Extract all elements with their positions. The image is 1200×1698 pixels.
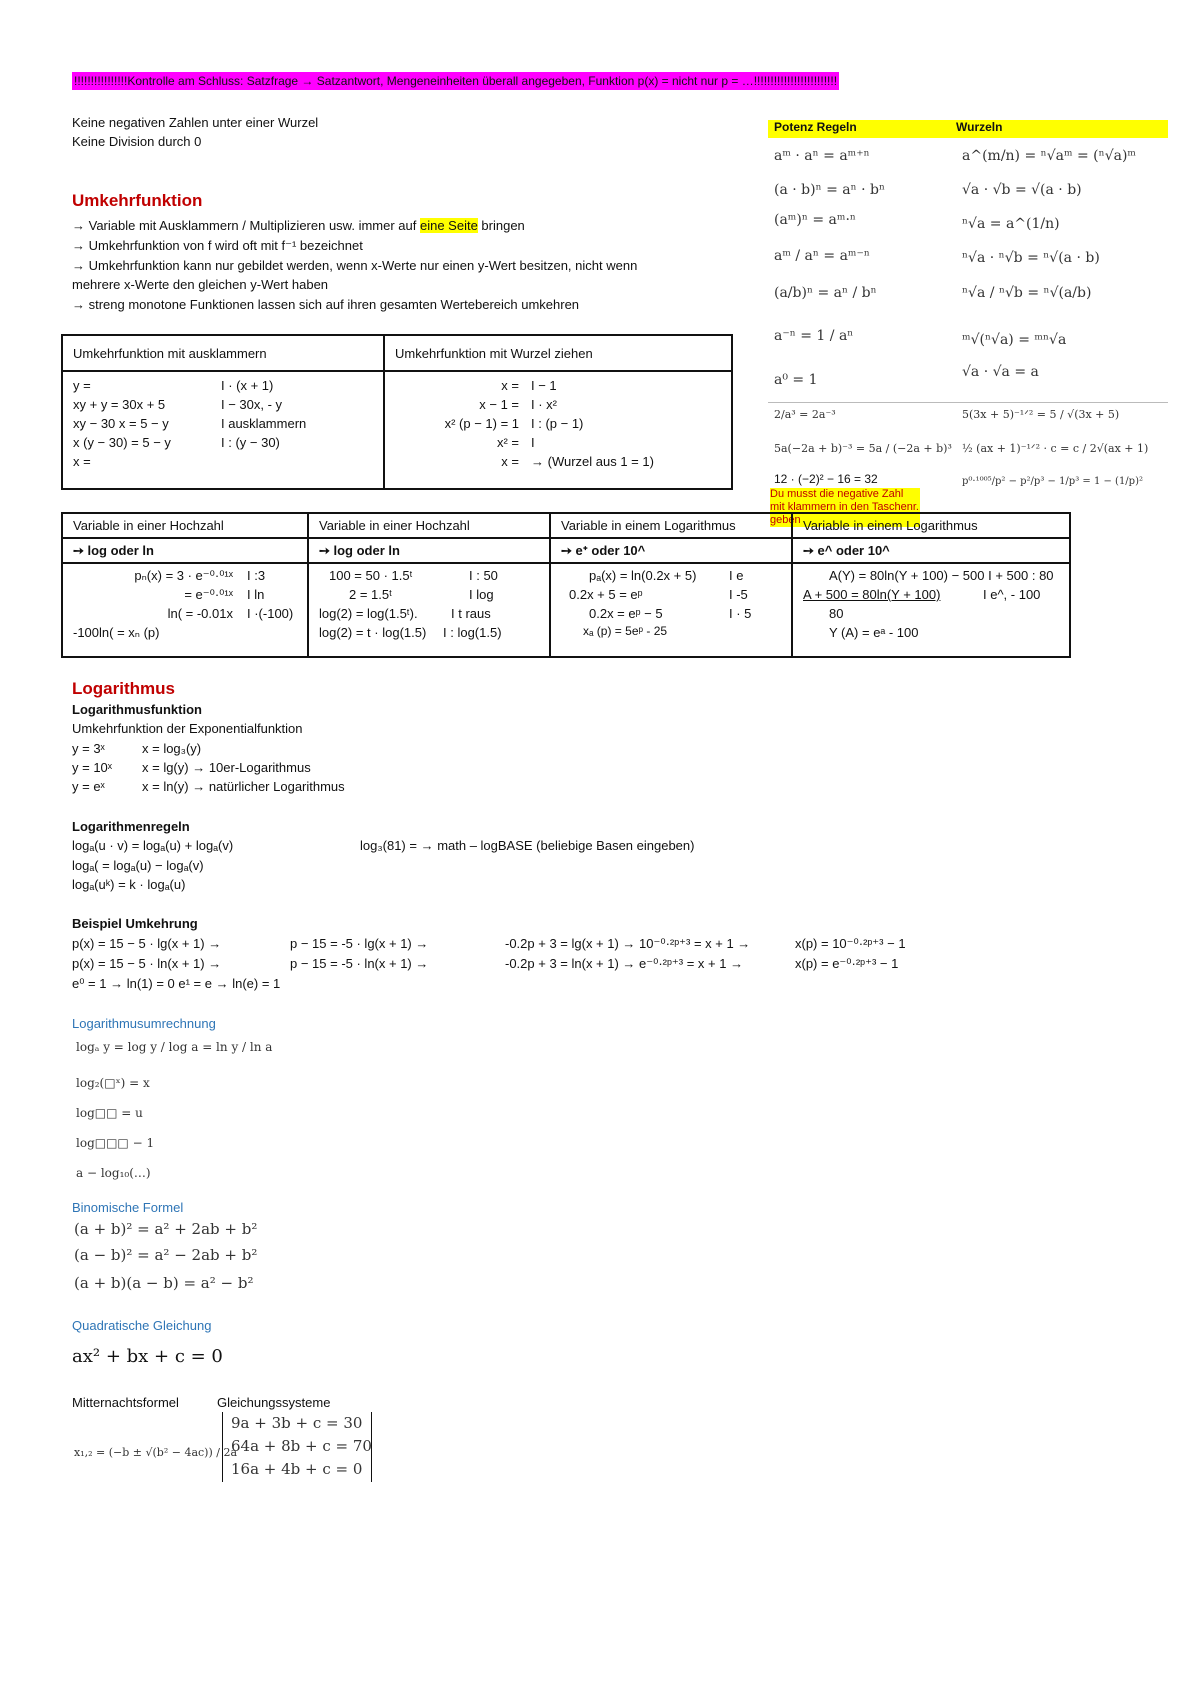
- example-step: -0.2p + 3 = lg(x + 1) → 10⁻⁰·²ᵖ⁺³ = x + 1 →: [505, 936, 751, 951]
- binom-formula: (a + b)² = a² + 2ab + b²: [74, 1220, 258, 1238]
- step-eq: log(2) = t · log(1.5): [319, 625, 427, 640]
- step-eq: y =: [73, 378, 91, 393]
- example-title: Beispiel Umkehrung: [72, 916, 198, 931]
- umrechnung-formula: logₐ y = log y / log a = ln y / ln a: [76, 1040, 273, 1054]
- rules-panel: [768, 120, 1168, 138]
- step-eq: 100 = 50 · 1.5ᵗ: [329, 568, 413, 583]
- binom-formula: (a + b)(a − b) = a² − b²: [74, 1274, 254, 1292]
- example-step: x(p) = e⁻⁰·²ᵖ⁺³ − 1: [795, 956, 899, 971]
- potenz-rule: (a/b)ⁿ = aⁿ / bⁿ: [774, 285, 877, 301]
- step-op: I : log(1.5): [443, 625, 502, 640]
- calculator-note: Du musst die negative Zahl mit klammern in den Taschenr. geben: [770, 488, 919, 526]
- potenz-rule: aᵐ / aⁿ = aᵐ⁻ⁿ: [774, 248, 870, 264]
- step-eq: 0.2x = eᵖ − 5: [589, 606, 663, 621]
- log-subtitle: Logarithmusfunktion: [72, 702, 202, 717]
- log-rule: logₐ( = logₐ(u) − logₐ(v): [72, 858, 204, 873]
- table2-col1: [62, 563, 308, 657]
- step-eq: A + 500 = 80ln(Y + 100): [803, 587, 941, 602]
- table1-right-cell: [384, 371, 732, 489]
- step-op: I · (x + 1): [221, 378, 274, 393]
- potenz-rule: (aᵐ)ⁿ = aᵐ·ⁿ: [774, 212, 856, 228]
- step-eq: x − 1 =: [479, 397, 519, 412]
- step-op: I · x²: [531, 397, 557, 412]
- gleichungssysteme-label: Gleichungssysteme: [217, 1395, 331, 1410]
- wurzel-rule: ⁿ√a = a^(1/n): [962, 216, 1060, 232]
- umkehr-bullet-2: → Umkehrfunktion von f wird oft mit f⁻¹ bezeichnet: [72, 238, 363, 253]
- intro-line-1: Keine negativen Zahlen unter einer Wurzel: [72, 115, 319, 130]
- log-def: x = ln(y) → natürlicher Logarithmus: [142, 779, 345, 794]
- umkehr-bullet-3-cont: mehrere x-Werte den gleichen y-Wert haben: [72, 277, 329, 292]
- extra-rule: p⁰·¹⁰⁰⁵/p² − p²/p³ − 1/p³ = 1 − (1/p)²: [962, 476, 1143, 487]
- log-def: y = eˣ: [72, 779, 105, 794]
- table1-head-right: Umkehrfunktion mit Wurzel ziehen: [384, 335, 732, 371]
- equation-system: [222, 1412, 372, 1482]
- table1-left-cell: [62, 371, 384, 489]
- section-title-umkehr: Umkehrfunktion: [72, 191, 203, 210]
- wurzel-rule: ᵐ√(ⁿ√a) = ᵐⁿ√a: [962, 332, 1067, 348]
- table2-sub: ➙ eᐩ oder 10^: [550, 538, 792, 563]
- step-op: I − 30x, - y: [221, 397, 283, 412]
- section-title-binom: Binomische Formel: [72, 1200, 184, 1215]
- log-def: y = 10ˣ: [72, 760, 113, 775]
- step-eq: x² (p − 1) = 1: [444, 416, 519, 431]
- log-def: x = lg(y) → 10er-Logarithmus: [142, 760, 311, 775]
- panel-divider: [768, 402, 1168, 403]
- step-op: → (Wurzel aus 1 = 1): [531, 454, 654, 469]
- step-eq: log(2) = log(1.5ᵗ).: [319, 606, 418, 621]
- potenz-rule: a⁰ = 1: [774, 372, 818, 388]
- step-eq: x =: [73, 454, 91, 469]
- step-eq: xy − 30 x = 5 − y: [73, 416, 169, 431]
- step-eq: A(Y) = 80ln(Y + 100) − 500 I + 500 : 80: [829, 568, 1054, 583]
- umkehr-bullet-3: → Umkehrfunktion kann nur gebildet werden, wenn x-Werte nur einen y-Wert besitzen, nicht wenn: [72, 258, 638, 273]
- umkehr-bullet-1-end: bringen: [477, 218, 525, 233]
- potenz-rule: aᵐ · aⁿ = aᵐ⁺ⁿ: [774, 148, 870, 164]
- table2-sub: ➙ log oder ln: [308, 538, 550, 563]
- umkehr-bullet-1-highlight: eine Seite: [419, 218, 478, 233]
- table2-sub: ➙ e^ oder 10^: [792, 538, 1070, 563]
- step-eq: ln( = -0.01x: [167, 606, 233, 621]
- step-op: I : 50: [469, 568, 498, 583]
- extra-rule: 5a(−2a + b)⁻³ = 5a / (−2a + b)³: [774, 442, 952, 455]
- log-rule-calculator: log₃(81) = → math – logBASE (beliebige Basen eingeben): [360, 838, 695, 853]
- umrechnung-formula: a − log₁₀(…): [76, 1166, 151, 1180]
- wurzel-rule: √a · √a = a: [962, 364, 1039, 380]
- step-op: I : (y − 30): [221, 435, 280, 450]
- table1-head-left: Umkehrfunktion mit ausklammern: [62, 335, 384, 371]
- intro-line-2: Keine Division durch 0: [72, 134, 202, 149]
- example-step: p(x) = 15 − 5 · ln(x + 1) →: [72, 956, 222, 971]
- section-title-quad: Quadratische Gleichung: [72, 1318, 212, 1333]
- mitternacht-formula: x₁,₂ = (−b ± √(b² − 4ac)) / 2a: [74, 1446, 238, 1459]
- exponent-log-table: [61, 512, 1071, 658]
- step-eq: Y (A) = eᵃ - 100: [829, 625, 919, 640]
- umkehr-table: [61, 334, 733, 490]
- umkehr-bullet-1-text: → Variable mit Ausklammern / Multiplizieren usw. immer auf: [72, 218, 420, 233]
- extra-rule: 2/a³ = 2a⁻³: [774, 408, 836, 421]
- warning-banner: !!!!!!!!!!!!!!!!Kontrolle am Schluss: Satzfrage → Satzantwort, Mengeneinheiten überall angegeben, Funktion p(x) = nicht nur p = …!!!!!!!!!!!!!!!!!!!!!!!!!: [74, 74, 838, 88]
- step-eq: x =: [501, 378, 519, 393]
- step-eq: xy + y = 30x + 5: [73, 397, 166, 412]
- example-step: -0.2p + 3 = ln(x + 1) → e⁻⁰·²ᵖ⁺³ = x + 1 →: [505, 956, 744, 971]
- step-eq: pₙ(x) = 3 · e⁻⁰·⁰¹ˣ: [134, 568, 233, 583]
- step-eq: = e⁻⁰·⁰¹ˣ: [184, 587, 233, 602]
- step-op: I : (p − 1): [531, 416, 584, 431]
- quadratic-formula: ax² + bx + c = 0: [72, 1346, 223, 1367]
- log-rule: logₐ(uᵏ) = k · logₐ(u): [72, 877, 186, 892]
- step-op: I -5: [729, 587, 748, 602]
- log-rule: logₐ(u · v) = logₐ(u) + logₐ(v): [72, 838, 234, 853]
- extra-rule: 12 · (−2)² − 16 = 32: [774, 472, 878, 486]
- step-eq: 0.2x + 5 = eᵖ: [569, 587, 643, 602]
- system-eq: 64a + 8b + c = 70: [231, 1437, 372, 1455]
- step-eq: 80: [829, 606, 844, 621]
- example-step: p(x) = 15 − 5 · lg(x + 1) →: [72, 936, 222, 951]
- table2-head: Variable in einer Hochzahl: [308, 513, 550, 538]
- step-eq: x (y − 30) = 5 − y: [73, 435, 171, 450]
- log-line: Umkehrfunktion der Exponentialfunktion: [72, 721, 303, 736]
- section-title-umrechnung: Logarithmusumrechnung: [72, 1016, 216, 1031]
- example-step: p − 15 = -5 · ln(x + 1) →: [290, 956, 429, 971]
- table2-head: Variable in einem Logarithmus: [792, 513, 1070, 538]
- step-eq: x =: [501, 454, 519, 469]
- step-op: I · 5: [729, 606, 752, 621]
- table2-sub: ➙ log oder ln: [62, 538, 308, 563]
- example-step: x(p) = 10⁻⁰·²ᵖ⁺³ − 1: [795, 936, 906, 951]
- step-eq: x² =: [496, 435, 519, 450]
- step-op: I ausklammern: [221, 416, 307, 431]
- step-op: I ln: [247, 587, 265, 602]
- binom-formula: (a − b)² = a² − 2ab + b²: [74, 1246, 258, 1264]
- example-identity: e⁰ = 1 → ln(1) = 0 e¹ = e → ln(e) = 1: [72, 976, 281, 991]
- log-def: y = 3ˣ: [72, 741, 105, 756]
- umrechnung-formula: log₂(□ˣ) = x: [76, 1076, 150, 1090]
- log-rules-title: Logarithmenregeln: [72, 819, 190, 834]
- umkehr-bullet-1: [72, 216, 525, 235]
- umrechnung-formula: log□□ = u: [76, 1106, 143, 1120]
- example-step: p − 15 = -5 · lg(x + 1) →: [290, 936, 429, 951]
- potenz-header: Potenz Regeln: [774, 120, 857, 134]
- table2-head: Variable in einem Logarithmus: [550, 513, 792, 538]
- wurzel-rule: √a · √b = √(a · b): [962, 182, 1082, 198]
- system-eq: 9a + 3b + c = 30: [231, 1414, 363, 1432]
- step-op: I log: [469, 587, 494, 602]
- step-eq: -100ln( = xₙ (p): [73, 625, 160, 640]
- rules-header: [768, 120, 1168, 138]
- potenz-rule: (a · b)ⁿ = aⁿ · bⁿ: [774, 182, 886, 198]
- extra-rule: 5(3x + 5)⁻¹ᐟ² = 5 / √(3x + 5): [962, 408, 1120, 421]
- extra-rule: ½ (ax + 1)⁻¹ᐟ² · c = c / 2√(ax + 1): [962, 442, 1149, 455]
- step-op: I t raus: [451, 606, 491, 621]
- umrechnung-formula: log□□□ − 1: [76, 1136, 155, 1150]
- table2-head: Variable in einer Hochzahl: [62, 513, 308, 538]
- section-title-log: Logarithmus: [72, 679, 175, 698]
- step-op: I − 1: [531, 378, 557, 393]
- mitternacht-label: Mitternachtsformel: [72, 1395, 179, 1410]
- table2-col3: [550, 563, 792, 657]
- step-op: I e: [729, 568, 744, 583]
- wurzel-rule: ⁿ√a · ⁿ√b = ⁿ√(a · b): [962, 250, 1100, 266]
- step-op: I :3: [247, 568, 266, 583]
- system-eq: 16a + 4b + c = 0: [231, 1460, 363, 1478]
- wurzel-rule: a^(m/n) = ⁿ√aᵐ = (ⁿ√a)ᵐ: [962, 148, 1137, 164]
- log-def: x = log₃(y): [142, 741, 202, 756]
- umkehr-bullet-4: → streng monotone Funktionen lassen sich auf ihren gesamten Wertebereich umkehren: [72, 297, 580, 312]
- potenz-rule: a⁻ⁿ = 1 / aⁿ: [774, 328, 854, 344]
- step-op: I ·(-100): [247, 606, 294, 621]
- wurzel-rule: ⁿ√a / ⁿ√b = ⁿ√(a/b): [962, 285, 1092, 301]
- step-op: I e^, - 100: [983, 587, 1041, 602]
- table2-col4: [792, 563, 1070, 657]
- step-eq: 2 = 1.5ᵗ: [349, 587, 392, 602]
- wurzel-header: Wurzeln: [956, 120, 1003, 134]
- step-eq: pₐ(x) = ln(0.2x + 5): [589, 568, 697, 583]
- table2-col2: [308, 563, 550, 657]
- step-eq: xₐ (p) = 5eᵖ - 25: [583, 624, 668, 638]
- step-op: I: [531, 435, 535, 450]
